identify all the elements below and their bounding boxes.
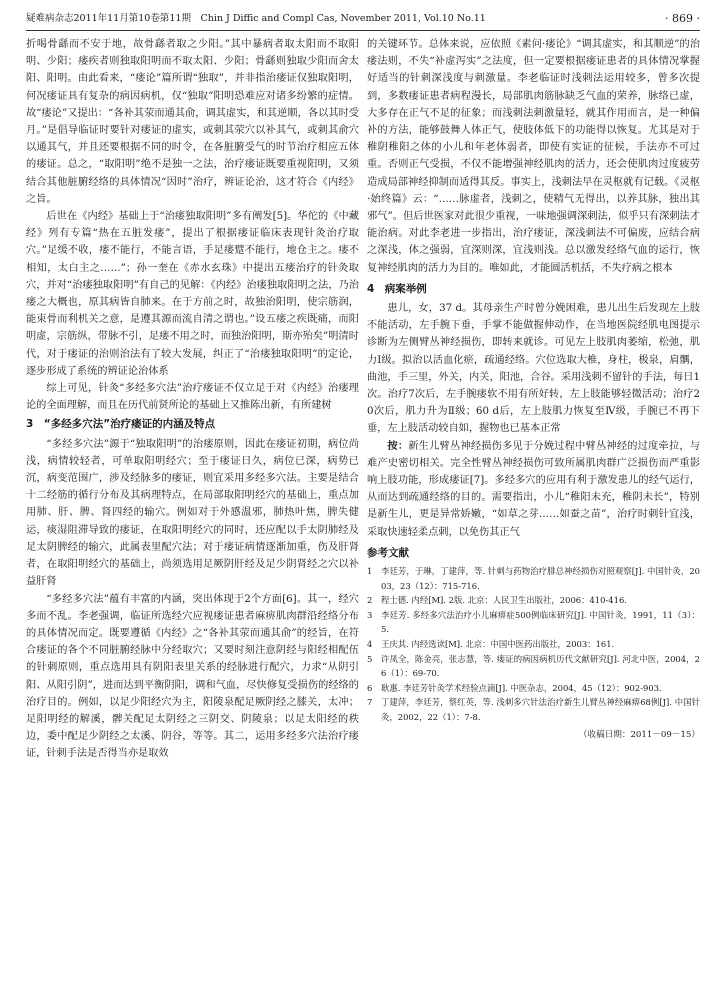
right-column [367,36,700,986]
reference-item [367,608,700,637]
body-paragraph: 折喝骨繇而不安于地，故骨繇者取之少阳。”其中暴病者取太阳而不取阳明、少阳；瘘疾者则独取阳明而不取太阳、少阳；骨繇则独取少阳而舍太阳、阳明。由此看来，“瘘论”篇所谓“独取”，并非指治瘘证仅独取阳明，何况瘘证具有复杂的病因病机，仅“独取”阳明恐难应对诸多纷繁的症情。故“瘘论”又提出：“各补其荥而通其俞，调其虚实，和其逆顺，各以其时受月。”是倡导临证时要针对瘘证的虚实，或刺其荥穴以补其气，或刺其俞穴以通其气，并且还要根据不同的时令，在各脏腑受气的时节治疗相应五体的瘘证。总之，“取阳明”绝不是独一之法，治疗瘘证既要重视阳明，又须结合其他脏腑经络的具体情况“因时”治疗，辨证论治，这才符合《内经》之旨。 [26,39,359,205]
reference-number: 3 [367,609,373,620]
case-commentary-text: 新生儿臂丛神经损伤多见于分娩过程中臂丛神经的过度牵拉，与难产史密切相关。完全性臂丛神经损伤可致所属肌肉群广泛损伤而严重影响上肢功能，形成瘘证[7]。多经多穴的应用有利于激发患儿的经气运行，从而达到疏通经络的目的。需要指出，小儿“稚阳未充，稚阴未长”，特别是新生儿，更是异常娇嫩，“如草之芽……如蚕之苗”，治疗时刺针宜浅，采取快速轻柔点刺，以免伤其正气 [367,440,700,538]
reference-text: 王庆其. 内经选读[M]. 北京：中国中医药出版社，2003：161. [381,639,615,650]
reference-number: 2 [367,595,373,606]
reference-text: 耿惠. 李廷芳针灸学术经验点滴[J]. 中医杂志，2004，45（12）：902-903. [381,682,662,693]
page-number: · 869 · [665,12,700,25]
received-date: （收稿日期：2011－09－15） [578,729,700,740]
body-paragraph: 的关键环节。总体来说，应依照《素问·瘘论》“调其虚实，和其顺逆”的治瘘法则，不失“补虚泻实”之法度，但一定要根据瘘证患者的具体情况掌握好适当的针刺深浅度与刺激量。李老临证时浅刺法运用较多，曾多次提到，多数瘘证患者病程漫长，局部肌肉筋脉缺乏气血的荣养，脉络已虚，大多存在正气不足的征象；而浅刺法刺激量轻，就其作用而言，是一种偏补的方法，能够鼓舞人体正气，使肢体低下的功能得以恢复。尤其是对于稚阴稚阳之体的小儿和年老体弱者，即使有实证的征候，手法亦不可过重。否则正气受损，不仅不能增强神经肌肉的活力，还会使肌肉过度疲劳造成局部神经抑制而适得其反。事实上，浅刺法早在灵枢就有记载。《灵枢·始终篇》云：“……脉虚者，浅刺之，使精气无得出，以养其脉，独出其邪气”。但后世医家对此很少重视，一味地强调深刺法，似乎只有深刺法才能治病。对此李老进一步指出，治疗瘘证，深浅刺法不可偏废，应结合病之深浅，体之强弱，宜深则深，宜浅则浅。总以激发经络气血的运行，恢复神经肌肉的活力为目的。唯如此，才能圆活机括，不失疗病之根本 [367,39,700,274]
reference-item [367,681,700,696]
reference-text: 丁建萍，李廷芳，蔡红英，等. 浅刺多穴针法治疗新生儿臂丛神经麻痹68例[J]. 中国针灸，2002，22（1）：7-8. [381,697,700,723]
reference-text: 李廷芳，于琳，丁建萍，等. 针刺与药物治疗腓总神经损伤对照观察[J]. 中国针灸，2003，23（12）：715-716. [381,566,700,591]
reference-text: 程士德. 内经[M]. 2版. 北京：人民卫生出版社，2006：410-416. [381,595,627,606]
body-paragraph: 综上可见，针灸“多经多穴法”治疗瘘证不仅立足于对《内经》治瘘理论的全面理解，而且在历代前贤所论的基础上又推陈出新，有所建树 [26,383,359,412]
reference-number: 5 [367,653,373,664]
references-heading: 参考文献 [367,546,409,559]
body-paragraph: “多经多穴法”蕴有丰富的内涵，突出体现于2个方面[6]。其一，经穴多而不乱。李老强调，临证所选经穴应视瘘证患者麻痹肌肉群沿经络分布的具体情况而定。既要遵循《内经》之“各补其荥而通其俞”的经旨，在符合瘘证的各个不同脏腑经脉中分经取穴；又要时刻注意阴经与阳经相配伍的针刺原则，重点选用具有阴阳表里关系的经脉进行配穴，力求“从阴引阳、从阳引阴”，进而达到平衡阴阳，调和气血，尽快修复受损伤的经络的治疗目的。例如，以足少阳经穴为主，阳陵泉配足厥阴经之膝关，太冲；足阳明经的解溪，髀关配足太阴经之三阴交、阴陵泉；以足太阳经的秩边，委中配足少阴经之太溪、阴谷，等等。其二，运用多经多穴法治疗瘘证，针刺手法是否得当亦是取效 [26,593,359,760]
reference-item [367,564,700,593]
page-header [26,8,700,31]
body-paragraph: 后世在《内经》基础上于“治瘘独取阳明”多有阐发[5]。华佗的《中藏经》列有专篇“热在五脏发瘘”，提出了根据瘘证临床表现针灸治疗取穴。”足缓不收，瘘不能行，不能言语，手足瘘躄不能行，地仓主之。瘘不相知，太白主之……”；孙一奎在《赤水玄珠》中提出五瘘治疗的针灸取穴，并对“治瘘独取阳明”有自己的见解：《内经》治瘘独取阳明之法，乃治瘘之大概也，原其病皆自肺来。在于方前之时，故独治阳明，使宗筋润，能束骨而利机关之意，是遵其源而流自清之谓也。”设五瘘之疾既痛，而阳明虚，宗筋纵，带脉不引，足瘘不用之时，而独治阳明，斯亦殆矣”明清时代，对于瘘证的治则治法有了较大发展，纠正了“治瘘独取阳明”的定论，逐步形成了系统的辨证论治体系 [26,211,359,377]
reference-item [367,652,700,681]
reference-text: 许凤全，陈金亮，张志慧，等. 瘘证的病因病机历代文献研究[J]. 河北中医，2004，26（1）：69-70. [381,653,700,679]
journal-citation-line: 疑难病杂志2011年11月第10卷第11期 Chin J Diffic and Compl Cas, November 2011, Vol.10 No.11 [26,13,486,24]
reference-text: 李廷芳. 多经多穴法治疗小儿麻痹症500例临床研究[J]. 中国针灸，1991，11（3）：5. [381,609,700,635]
section-heading: 4 病案举例 [367,282,427,295]
section-heading: 3 “多经多穴法”治疗瘘证的内涵及特点 [26,418,216,431]
left-column [26,36,359,986]
reference-list [367,564,700,725]
reference-number: 4 [367,639,373,650]
reference-item [367,695,700,724]
reference-number: 1 [367,566,373,577]
case-commentary-paragraph [367,438,700,541]
case-report-paragraph: 患儿，女，37 d。其母亲生产时曾分娩困难，患儿出生后发现左上肢不能活动，左手腕下垂，手掌不能做握伸动作，在当地医院经肌电图提示诊断为左侧臂丛神经损伤，即转来就诊。可见左上肢肌肉萎缩，松弛，肌力Ⅰ级。拟治以活血化瘀，疏通经络。穴位选取大椎，身柱，极泉，肩髃，曲池，手三里，外关，内关，阳池，合谷。采用浅刺不留针的手法，每日1次。治疗7次后，左手腕瘘软不用有所好转，左上肢能够轻微活动；治疗20次后，肌力升为Ⅱ级；60 d后，左上肢肌力恢复至Ⅳ级，手腕已不再下垂，左上肢活动较自如，握物也已基本正常 [367,303,700,435]
reference-item [367,637,700,652]
reference-item [367,593,700,608]
case-commentary-label: 按： [387,440,409,452]
body-paragraph: “多经多穴法”源于“独取阳明”的治瘘原则，因此在瘘证初期，病位尚浅，病情较轻者，可单取阳明经穴；至于瘘证日久，病位已深，病势已沉，病变范围广，涉及经脉多的瘘证，则宜采用多经多穴法。主要是结合十二经筋的循行分布及其病理特点，在局部取阳明经穴的基础上，重点加用肺、肝、脾、肾四经的输穴。例如对于外感温邪，肺热叶焦，脾失健运，痰湿阻滞导致的瘘证，在取阳明经穴的同时，还应配以手太阴肺经及足太阴脾经的输穴，此属表里配穴法；对于瘘证病情逐渐加重，伤及肝肾者，在取阳明经穴的基础上，尚须选用足厥阴肝经及足少阴肾经之穴以补益肝肾 [26,438,359,588]
reference-number: 7 [367,697,373,708]
reference-number: 6 [367,682,373,693]
